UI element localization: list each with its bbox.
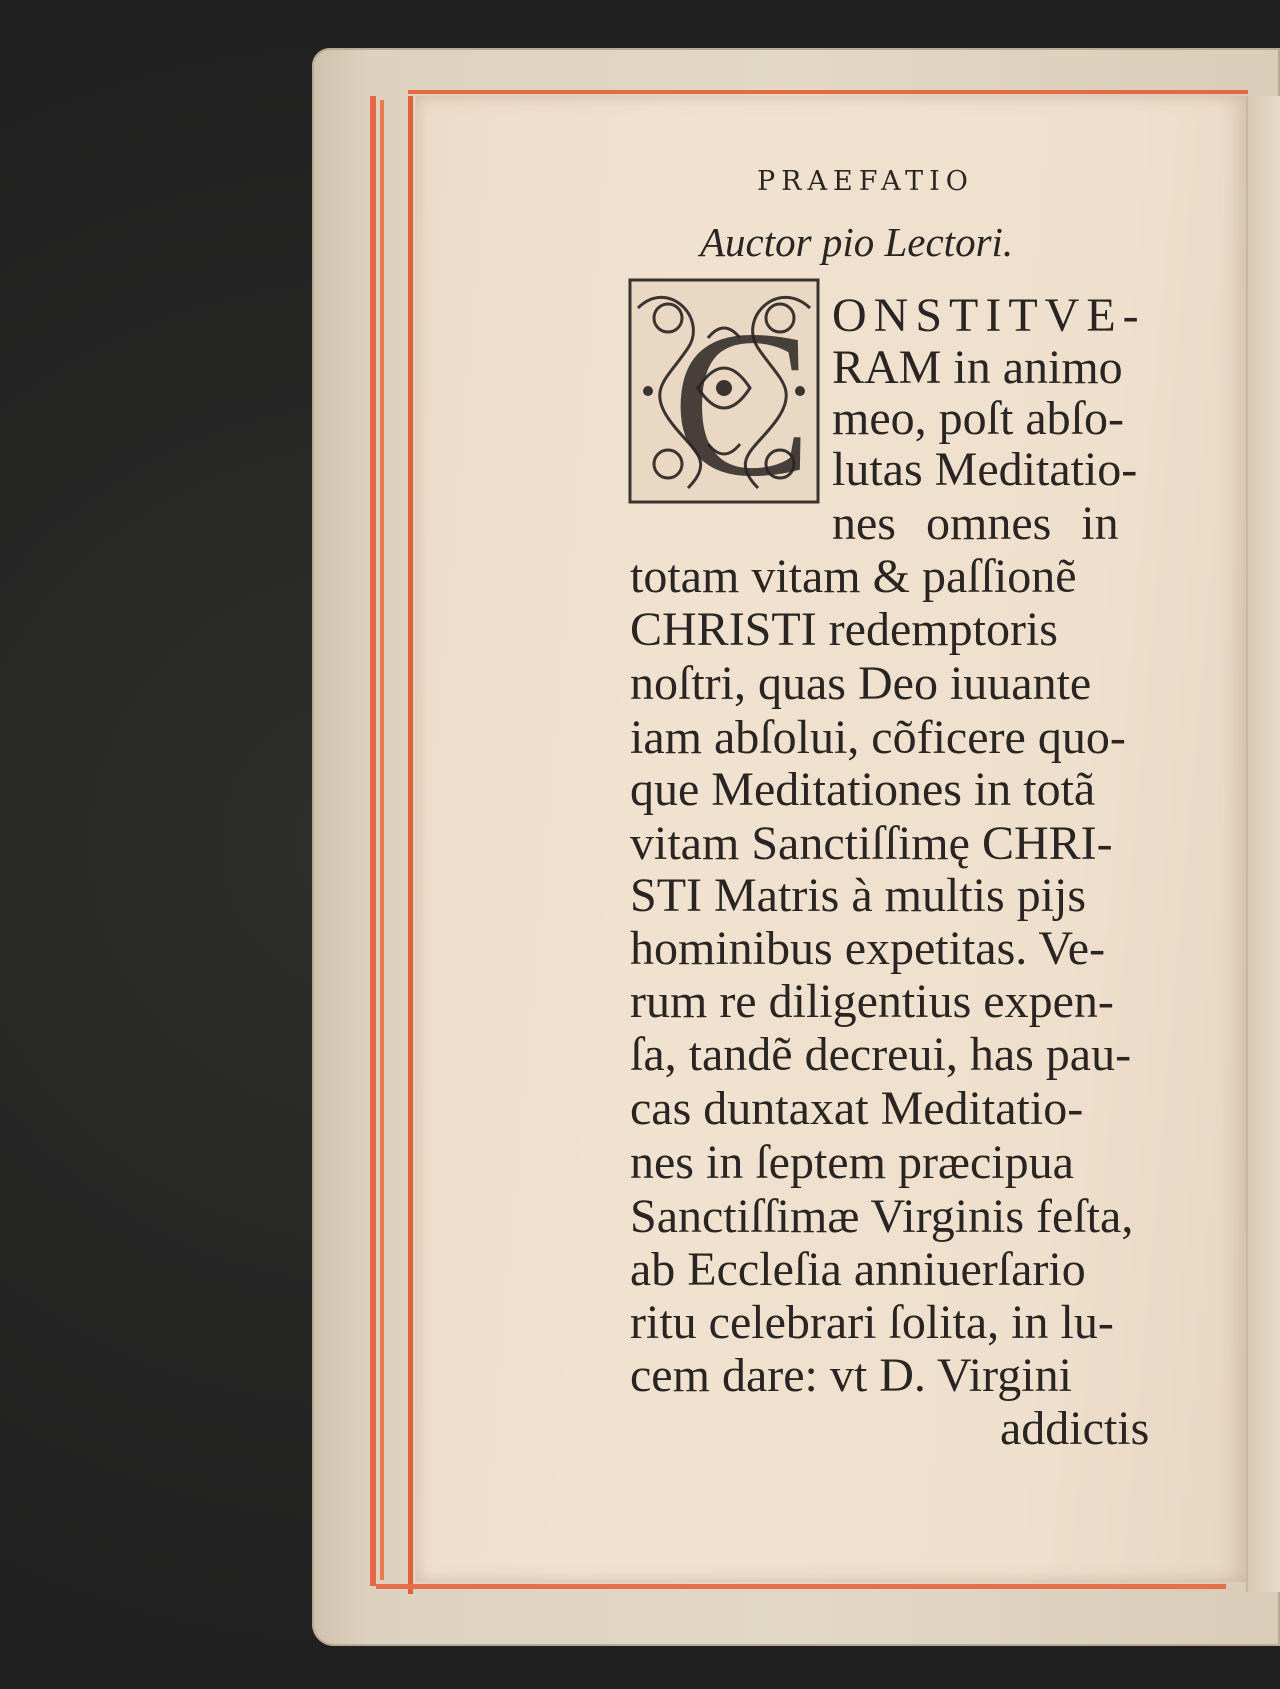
text-line: nes in ſeptem præcipua	[630, 1136, 1074, 1189]
text-line: ONSTITVE-	[832, 289, 1146, 342]
page-edge-left-2	[380, 100, 384, 1580]
decorated-initial	[628, 278, 820, 504]
text-line: nes omnes in	[832, 497, 1119, 550]
text-line: cem dare: vt D. Virgini	[630, 1349, 1072, 1402]
text-line: cas duntaxat Meditatio-	[630, 1082, 1084, 1135]
initial-letter: C	[672, 288, 813, 504]
text-line: RAM in animo	[832, 341, 1123, 394]
text-line: vitam Sanctiſſimę CHRI-	[630, 817, 1113, 870]
facing-page-edge	[1246, 96, 1280, 1592]
page-edge-left-1	[370, 96, 376, 1586]
text-line: que Meditationes in totã	[630, 763, 1096, 816]
text-line: rum re diligentius expen-	[630, 975, 1114, 1028]
page-subheading: Auctor pio Lectori.	[700, 219, 1014, 265]
text-line: meo, poſt abſo-	[832, 392, 1124, 445]
text-line: CHRISTI redemptoris	[630, 603, 1058, 656]
page-heading: PRAEFATIO	[757, 166, 974, 197]
text-line: ritu celebrari ſolita, in lu-	[630, 1296, 1114, 1349]
text-line: Sanctiſſimæ Virginis feſta,	[630, 1190, 1134, 1243]
catchword: addictis	[1000, 1402, 1150, 1455]
page-edge-bottom	[376, 1584, 1226, 1589]
text-line: totam vitam & paſſionẽ	[630, 550, 1077, 603]
text-line: lutas Meditatio-	[832, 443, 1138, 496]
text-line: noſtri, quas Deo iuuante	[630, 657, 1092, 710]
page-edge-left-3	[408, 96, 413, 1594]
text-line: ab Eccleſia anniuerſario	[630, 1243, 1086, 1296]
text-line: STI Matris à multis pijs	[630, 869, 1086, 922]
page-edge-top	[408, 90, 1248, 94]
text-line: ſa, tandẽ decreui, has pau-	[630, 1028, 1132, 1081]
text-line: hominibus expetitas. Ve-	[630, 922, 1106, 975]
text-line: iam abſolui, cõficere quo-	[630, 711, 1126, 764]
